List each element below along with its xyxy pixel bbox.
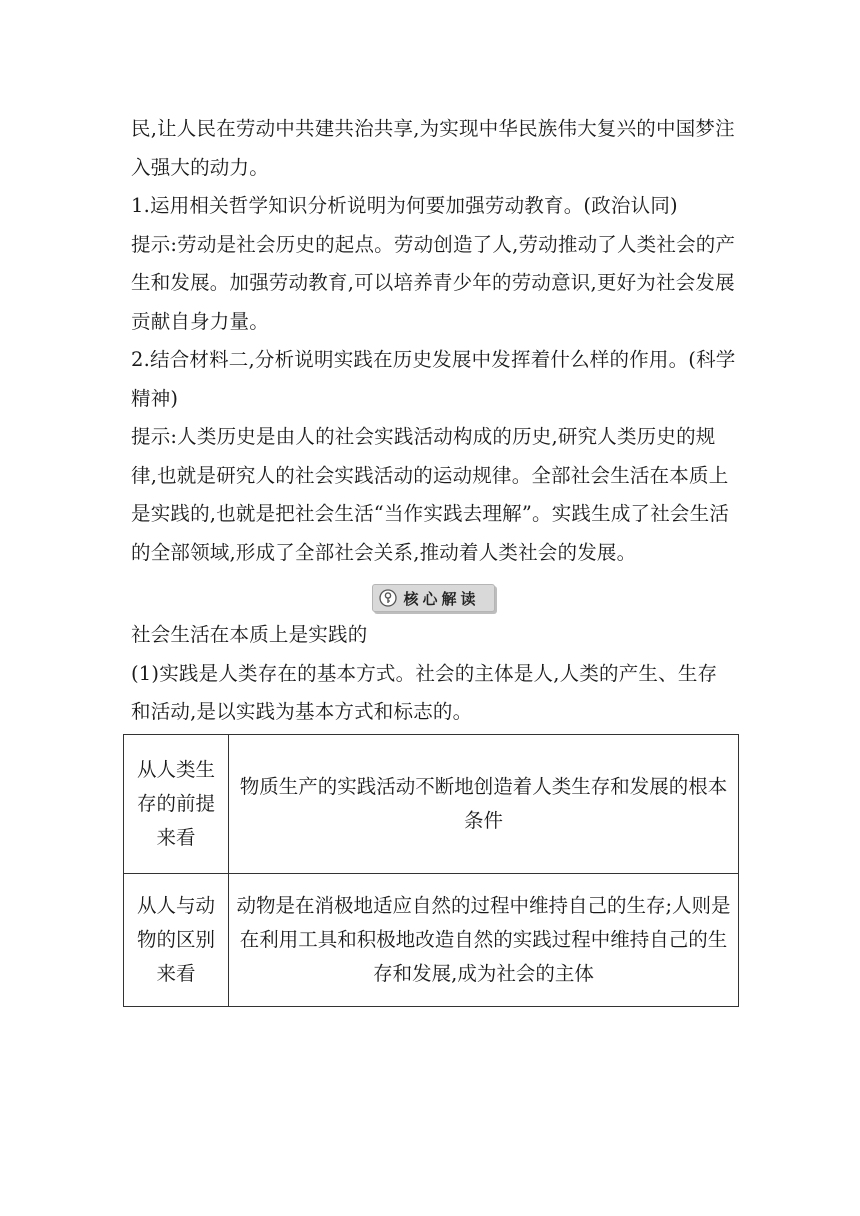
section-banner-wrap	[131, 578, 736, 614]
table-row	[124, 734, 739, 873]
table-cell-perspective: 从人与动物的区别来看	[124, 873, 229, 1006]
point-1: (1)实践是人类存在的基本方式。社会的主体是人,人类的产生、生存和活动,是以实践为基本方式和标志的。	[131, 661, 718, 723]
question-1: 1.运用相关哲学知识分析说明为何要加强劳动教育。(政治认同)	[131, 194, 678, 217]
section-banner-label: 核心解读	[403, 589, 480, 608]
question-2: 2.结合材料二,分析说明实践在历史发展中发挥着什么样的作用。(科学精神)	[131, 348, 736, 410]
table-row	[124, 873, 739, 1006]
comparison-table	[123, 734, 739, 1007]
table-cell-perspective: 从人类生存的前提来看	[124, 734, 229, 873]
document-body	[131, 110, 736, 1007]
section-heading: 社会生活在本质上是实践的	[131, 623, 368, 646]
table-cell-content: 物质生产的实践活动不断地创造着人类生存和发展的根本条件	[229, 734, 739, 873]
key-icon	[379, 589, 397, 607]
section-banner	[372, 584, 494, 612]
paragraph-continuation: 民,让人民在劳动中共建共治共享,为实现中华民族伟大复兴的中国梦注入强大的动力。	[131, 117, 735, 179]
answer-hint-2: 提示:人类历史是由人的社会实践活动构成的历史,研究人类历史的规律,也就是研究人的社会实践活动的运动规律。全部社会生活在本质上是实践的,也就是把社会生活“当作实践去理解”。实践生成了社会生活的全部领域,形成了全部社会关系,推动着人类社会的发展。	[131, 425, 730, 564]
answer-hint-1: 提示:劳动是社会历史的起点。劳动创造了人,劳动推动了人类社会的产生和发展。加强劳动教育,可以培养青少年的劳动意识,更好为社会发展贡献自身力量。	[131, 232, 736, 333]
table-cell-content: 动物是在消极地适应自然的过程中维持自己的生存;人则是在利用工具和积极地改造自然的实践过程中维持自己的生存和发展,成为社会的主体	[229, 873, 739, 1006]
